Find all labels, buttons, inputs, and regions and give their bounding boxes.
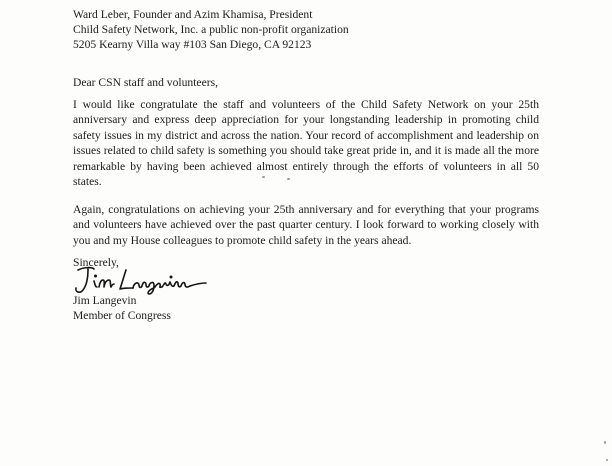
body-paragraph-1: I would like congratulate the staff and volunteers of the Child Safety Network on your 25th anniversary and express deep appreciation for your longstanding leadership in promoting child safety issues in my district and across the nation. Your record of accomplishment and leadership on issues related to child safety is something you should take great pride in, and it is made all the more remarkable by having been achieved almost entirely through the efforts of volunteers in all 50 states.	[73, 98, 539, 189]
signer-name: Jim Langevin	[73, 294, 137, 307]
recipient-address	[73, 7, 349, 52]
signer-title: Member of Congress	[73, 309, 171, 322]
body-paragraph-2: Again, congratulations on achieving your 25th anniversary and for everything that your programs and volunteers have achieved over the past quarter century. I look forward to working closely with you and my House colleagues to promote child safety in the years ahead.	[73, 203, 539, 247]
scan-speck	[604, 441, 606, 444]
handwritten-signature	[70, 261, 210, 297]
scan-speck	[287, 178, 290, 180]
salutation: Dear CSN staff and volunteers,	[73, 76, 218, 89]
recipient-line-3: 5205 Kearny Villa way #103 San Diego, CA 92123	[73, 38, 312, 51]
recipient-line-2: Child Safety Network, Inc. a public non-profit organization	[73, 23, 349, 36]
scan-speck	[262, 176, 265, 178]
signer-block	[73, 293, 171, 323]
closing: Sincerely,	[73, 256, 119, 269]
scan-speck	[606, 459, 608, 461]
recipient-line-1: Ward Leber, Founder and Azim Khamisa, President	[73, 8, 313, 21]
